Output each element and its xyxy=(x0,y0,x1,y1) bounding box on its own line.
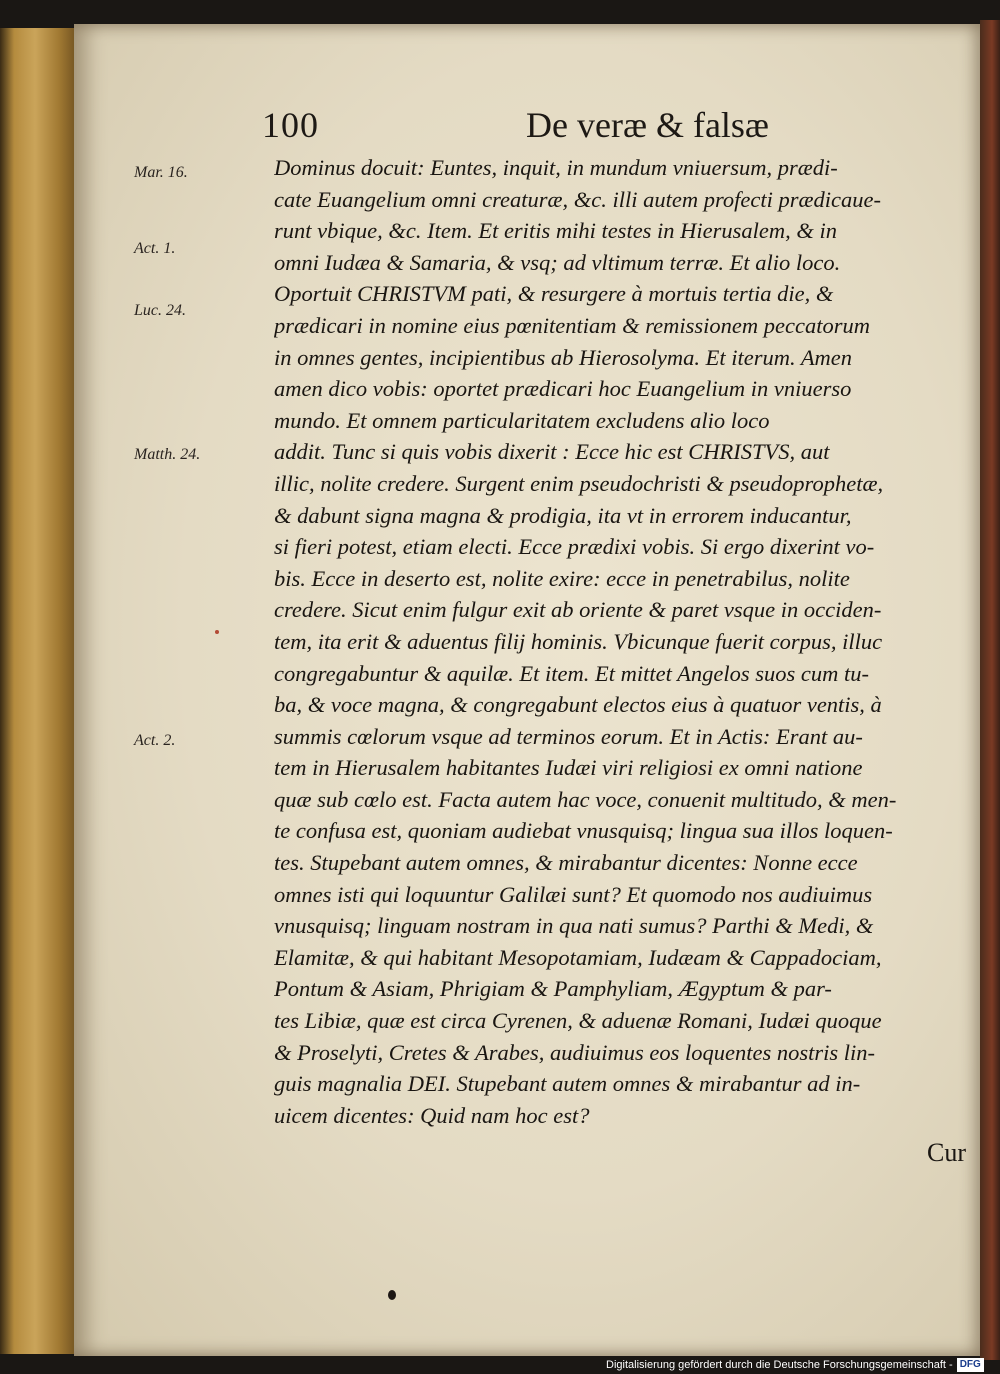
dfg-logo: DFG xyxy=(957,1358,984,1372)
text-line: congregabuntur & aquilæ. Et item. Et mittet Angelos suos cum tu- xyxy=(274,660,869,686)
text-line: omnes isti qui loquuntur Galilæi sunt? Et quomodo nos audiuimus xyxy=(274,881,873,907)
text-line: in omnes gentes, incipientibus ab Hierosolyma. Et iterum. Amen xyxy=(274,344,853,370)
digitization-credit xyxy=(606,1356,984,1374)
text-line: ba, & voce magna, & congregabunt electos eius à quatuor ventis, à xyxy=(274,692,882,718)
text-line: runt vbique, &c. Item. Et eritis mihi testes in Hierusalem, & in xyxy=(274,218,838,244)
ink-blot xyxy=(388,1290,396,1300)
body-text xyxy=(274,152,964,1131)
text-line: mundo. Et omnem particularitatem excludens alio loco xyxy=(274,407,770,433)
text-line: tem, ita erit & aduentus filij hominis. Vbicunque fuerit corpus, illuc xyxy=(274,628,883,654)
text-line: tem in Hierusalem habitantes Iudæi viri religiosi ex omni natione xyxy=(274,755,863,781)
text-line: addit. Tunc si quis vobis dixerit : Ecce hic est CHRISTVS, aut xyxy=(274,439,830,465)
page-edge xyxy=(0,28,78,1354)
text-line: & dabunt signa magna & prodigia, ita vt in errorem inducantur, xyxy=(274,502,852,528)
margin-note: Luc. 24. xyxy=(134,302,186,319)
margin-note: Act. 1. xyxy=(134,240,176,257)
margin-note: Matth. 24. xyxy=(134,446,201,463)
text-line: Oportuit CHRISTVM pati, & resurgere à mortuis tertia die, & xyxy=(274,281,834,307)
text-line: te confusa est, quoniam audiebat vnusquisq; lingua sua illos loquen- xyxy=(274,818,893,844)
text-line: si fieri potest, etiam electi. Ecce prædixi vobis. Si ergo dixerint vo- xyxy=(274,534,875,560)
text-line: Elamitæ, & qui habitant Mesopotamiam, Iudæam & Cappadociam, xyxy=(274,944,882,970)
text-line: illic, nolite credere. Surgent enim pseudochristi & pseudoprophetæ, xyxy=(274,470,884,496)
text-line: Pontum & Asiam, Phrigiam & Pamphyliam, Ægyptum & par- xyxy=(274,976,832,1002)
text-line: summis cœlorum vsque ad terminos eorum. Et in Actis: Erant au- xyxy=(274,723,863,749)
margin-note: Mar. 16. xyxy=(134,164,188,181)
text-line: tes Libiæ, quæ est circa Cyrenen, & aduenæ Romani, Iudæi quoque xyxy=(274,1008,882,1034)
text-line: vnusquisq; linguam nostram in qua nati sumus? Parthi & Medi, & xyxy=(274,913,874,939)
text-line: amen dico vobis: oportet prædicari hoc Euangelium in vniuerso xyxy=(274,376,852,402)
running-head xyxy=(262,104,782,150)
text-line: tes. Stupebant autem omnes, & mirabantur dicentes: Nonne ecce xyxy=(274,850,858,876)
margin-note: Act. 2. xyxy=(134,732,176,749)
text-line: omni Iudæa & Samaria, & vsq; ad vltimum terræ. Et alio loco. xyxy=(274,249,841,275)
catchword: Cur xyxy=(927,1138,966,1167)
running-head-title: De veræ & falsæ xyxy=(526,105,769,145)
credit-text: Digitalisierung gefördert durch die Deutsche Forschungsgemeinschaft - xyxy=(606,1359,953,1371)
stain-mark xyxy=(215,630,219,634)
book-spine xyxy=(980,20,1000,1360)
text-line: & Proselyti, Cretes & Arabes, audiuimus eos loquentes nostris lin- xyxy=(274,1039,876,1065)
text-line: prædicari in nomine eius pœnitentiam & remissionem peccatorum xyxy=(274,312,870,338)
text-line: cate Euangelium omni creaturæ, &c. illi autem profecti prædicaue- xyxy=(274,186,881,212)
text-line: bis. Ecce in deserto est, nolite exire: ecce in penetrabilus, nolite xyxy=(274,565,850,591)
page-number: 100 xyxy=(262,105,319,145)
text-line: guis magnalia DEI. Stupebant autem omnes & mirabantur ad in- xyxy=(274,1071,861,1097)
text-line: Dominus docuit: Euntes, inquit, in mundum vniuersum, prædi- xyxy=(274,155,838,180)
text-line: quæ sub cœlo est. Facta autem hac voce, conuenit multitudo, & men- xyxy=(274,786,897,812)
text-line: credere. Sicut enim fulgur exit ab oriente & paret vsque in occiden- xyxy=(274,597,882,623)
text-line: uicem dicentes: Quid nam hoc est? xyxy=(274,1102,590,1128)
